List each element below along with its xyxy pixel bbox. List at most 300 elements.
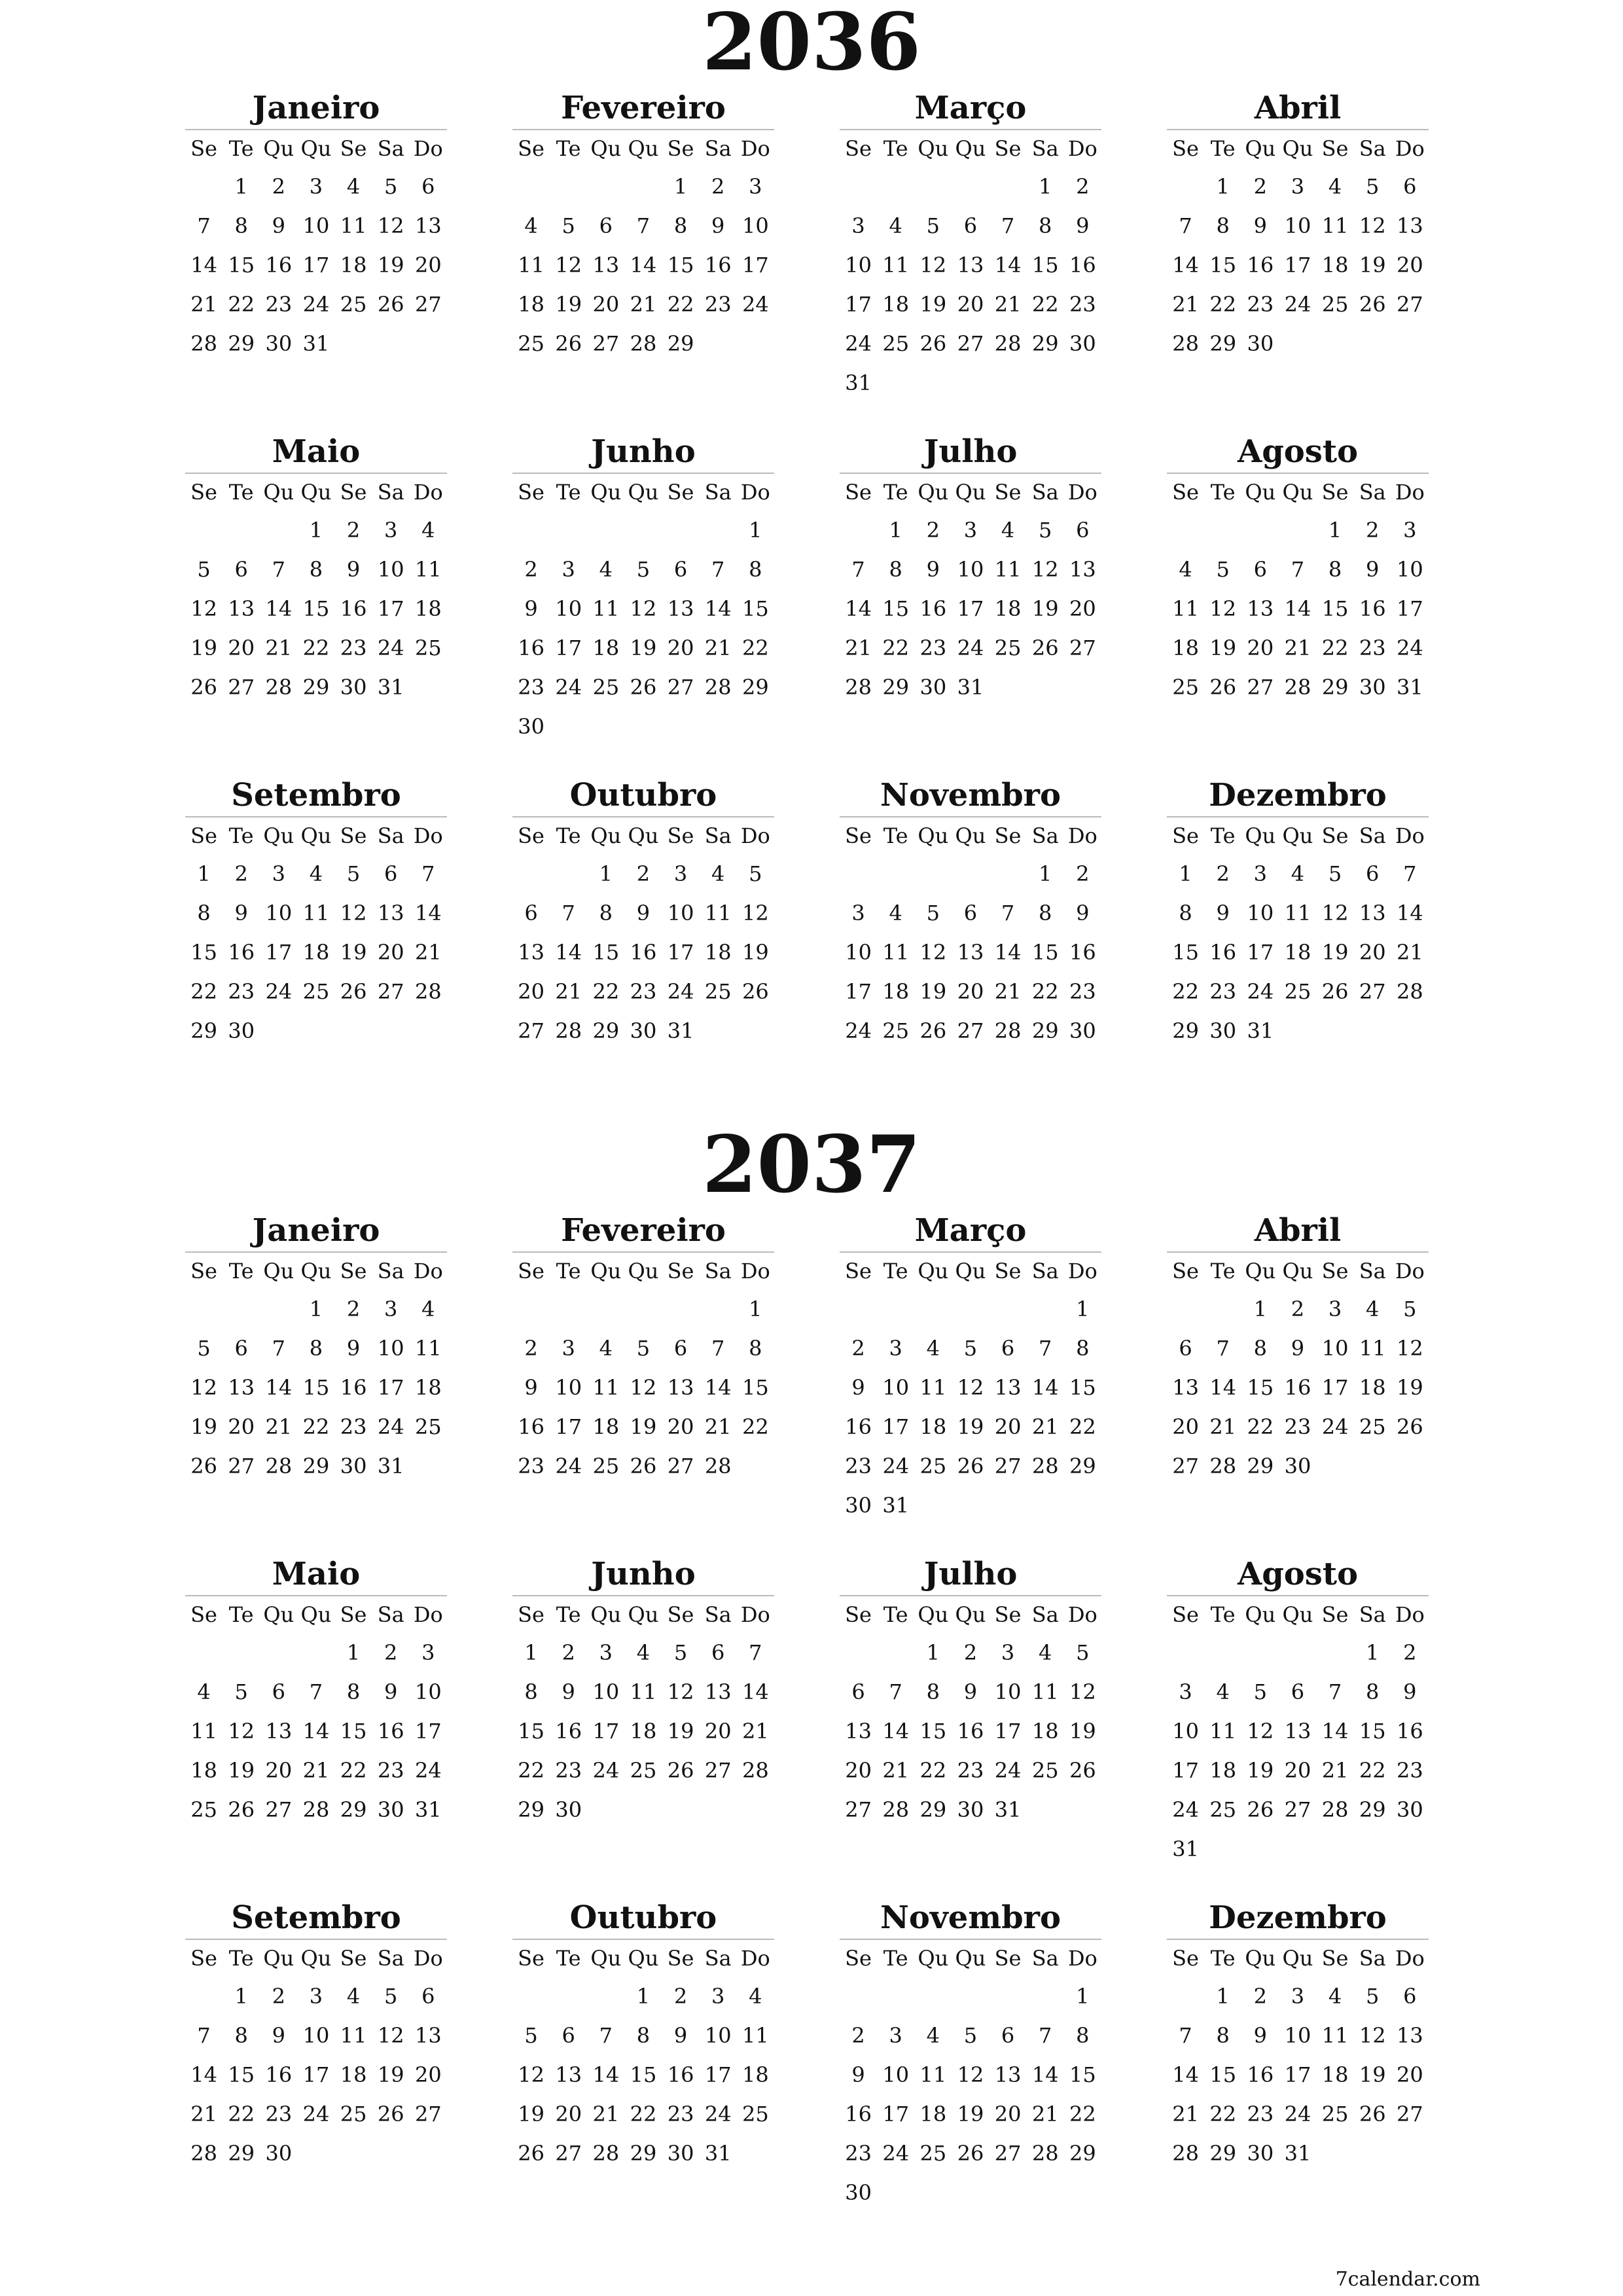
day-cell: 10: [741, 213, 769, 238]
month-name: Fevereiro: [561, 1212, 726, 1249]
weekday-label: Se: [1321, 136, 1349, 161]
day-cell: 9: [346, 557, 361, 582]
day-cell: 15: [1247, 1375, 1274, 1400]
day-cell: 5: [926, 213, 940, 238]
weekday-label: Se: [1172, 1946, 1199, 1971]
day-cell: 24: [555, 1454, 582, 1479]
day-cell: 6: [963, 901, 978, 925]
day-cell: 15: [630, 2062, 657, 2087]
day-cell: 13: [667, 1375, 694, 1400]
day-cell: 2: [1403, 1640, 1417, 1665]
day-cell: 15: [1321, 596, 1349, 621]
day-cell: 16: [919, 596, 947, 621]
day-cell: 4: [711, 861, 725, 886]
week-row: [185, 1977, 447, 2016]
day-cell: 13: [592, 253, 620, 278]
day-cell: 26: [1247, 1797, 1274, 1822]
day-cell: 31: [377, 675, 404, 700]
day-cell: 11: [592, 1375, 620, 1400]
month-6: [512, 432, 774, 746]
day-cell: 31: [994, 1797, 1022, 1822]
day-cell: 23: [518, 675, 544, 700]
day-cell: 8: [309, 557, 323, 582]
weekday-label: Qu: [590, 1259, 622, 1283]
weekday-label: Se: [190, 480, 217, 505]
day-cell: 11: [190, 1719, 217, 1744]
day-cell: 23: [228, 979, 255, 1004]
weekday-label: Te: [556, 480, 581, 505]
day-cell: 3: [562, 1336, 575, 1361]
day-cell: 22: [1069, 1414, 1096, 1439]
weekday-label: Se: [518, 1946, 544, 1971]
day-cell: 28: [994, 1018, 1022, 1043]
month-9: [185, 1898, 447, 2173]
day-cell: 28: [741, 1758, 769, 1783]
day-cell: 27: [1359, 979, 1386, 1004]
day-cell: 3: [1328, 1297, 1342, 1321]
day-cell: 29: [1247, 1454, 1274, 1479]
day-cell: 13: [228, 1375, 255, 1400]
weekday-label: Te: [883, 1946, 908, 1971]
month-3: [840, 88, 1101, 403]
day-cell: 6: [1403, 174, 1417, 199]
day-cell: 1: [1179, 861, 1192, 886]
day-cell: 1: [889, 518, 902, 543]
day-cell: 20: [518, 979, 544, 1004]
week-row: [840, 2055, 1101, 2094]
week-row: [185, 167, 447, 206]
week-row: [185, 324, 447, 363]
day-cell: 28: [265, 1454, 293, 1479]
week-row: [840, 363, 1101, 403]
day-cell: 1: [234, 174, 248, 199]
day-cell: 2: [272, 1984, 285, 2009]
day-cell: 22: [228, 2102, 255, 2126]
day-cell: 2: [272, 174, 285, 199]
day-cell: 19: [555, 292, 582, 317]
day-cell: 17: [1172, 1758, 1199, 1783]
day-cell: 9: [1076, 901, 1090, 925]
weekday-label: Do: [740, 1259, 770, 1283]
day-cell: 13: [1396, 213, 1423, 238]
day-cell: 25: [1321, 2102, 1349, 2126]
day-cell: 9: [1076, 213, 1090, 238]
day-cell: 30: [1284, 1454, 1311, 1479]
month-name: Dezembro: [1209, 777, 1387, 814]
weekday-label: Sa: [704, 823, 732, 848]
weekday-label: Se: [667, 1946, 694, 1971]
day-cell: 4: [1001, 518, 1015, 543]
weekday-label: Do: [413, 480, 443, 505]
day-cell: 12: [190, 1375, 217, 1400]
day-cell: 29: [340, 1797, 367, 1822]
week-row: [185, 206, 447, 245]
day-cell: 14: [555, 940, 582, 965]
day-cell: 14: [190, 253, 217, 278]
day-cell: 7: [1039, 1336, 1052, 1361]
weekday-label: Se: [994, 1602, 1022, 1627]
day-cell: 9: [1403, 1679, 1417, 1704]
day-cell: 20: [265, 1758, 293, 1783]
day-cell: 14: [1172, 2062, 1199, 2087]
week-row: [185, 1672, 447, 1712]
day-cell: 12: [667, 1679, 694, 1704]
day-cell: 8: [346, 1679, 361, 1704]
day-cell: 5: [234, 1679, 248, 1704]
day-cell: 19: [1031, 596, 1059, 621]
day-cell: 20: [377, 940, 404, 965]
day-cell: 24: [1284, 2102, 1311, 2126]
day-cell: 30: [1069, 331, 1096, 356]
week-row: [185, 972, 447, 1011]
day-cell: 27: [957, 331, 984, 356]
week-row: [840, 1407, 1101, 1446]
day-cell: 17: [414, 1719, 442, 1744]
weekday-label: Qu: [955, 1602, 986, 1627]
day-cell: 7: [851, 557, 865, 582]
day-cell: 25: [1321, 292, 1349, 317]
day-cell: 26: [919, 331, 947, 356]
day-cell: 13: [1247, 596, 1274, 621]
weekday-label: Se: [667, 823, 694, 848]
day-cell: 10: [882, 1375, 910, 1400]
weekday-label: Do: [1067, 480, 1097, 505]
day-cell: 5: [1328, 861, 1342, 886]
day-cell: 14: [882, 1719, 910, 1744]
day-cell: 7: [711, 557, 725, 582]
month-8: [1167, 432, 1429, 707]
week-row: [840, 933, 1101, 972]
weekday-label: Sa: [704, 136, 732, 161]
week-row: [1167, 2094, 1429, 2134]
day-cell: 15: [1069, 2062, 1096, 2087]
week-row: [840, 1446, 1101, 1486]
month-3: [840, 1211, 1101, 1525]
day-cell: 23: [265, 292, 293, 317]
week-row: [512, 1407, 774, 1446]
weekday-label: Qu: [300, 823, 332, 848]
day-cell: 23: [1359, 636, 1386, 660]
week-row: [840, 2134, 1101, 2173]
weekday-label: Do: [1067, 1946, 1097, 1971]
weekday-label: Sa: [377, 1946, 404, 1971]
day-cell: 1: [599, 861, 613, 886]
day-cell: 22: [1209, 292, 1237, 317]
day-cell: 30: [518, 714, 544, 739]
day-cell: 5: [749, 861, 762, 886]
week-row: [840, 1977, 1101, 2016]
month-name: Agosto: [1237, 433, 1359, 470]
week-row: [512, 206, 774, 245]
day-cell: 18: [704, 940, 732, 965]
day-cell: 31: [667, 1018, 694, 1043]
weekday-header: [1167, 1596, 1429, 1633]
day-cell: 21: [190, 2102, 217, 2126]
week-row: [840, 2016, 1101, 2055]
weekday-label: Qu: [628, 1946, 659, 1971]
day-cell: 25: [1284, 979, 1311, 1004]
day-cell: 26: [518, 2141, 544, 2166]
day-cell: 28: [1321, 1797, 1349, 1822]
weekday-header: [512, 474, 774, 511]
day-cell: 7: [1001, 213, 1015, 238]
week-row: [512, 589, 774, 628]
day-cell: 11: [882, 940, 910, 965]
day-cell: 21: [302, 1758, 330, 1783]
day-cell: 10: [592, 1679, 620, 1704]
day-cell: 29: [302, 675, 330, 700]
day-cell: 4: [889, 213, 902, 238]
day-cell: 16: [957, 1719, 984, 1744]
week-row: [840, 668, 1101, 707]
day-cell: 18: [1321, 2062, 1349, 2087]
day-cell: 4: [1328, 174, 1342, 199]
day-cell: 7: [1179, 2023, 1192, 2048]
day-cell: 3: [599, 1640, 613, 1665]
day-cell: 29: [1031, 331, 1059, 356]
day-cell: 28: [630, 331, 657, 356]
month-name: Novembro: [880, 777, 1061, 814]
day-cell: 24: [302, 2102, 330, 2126]
month-name: Dezembro: [1209, 1899, 1387, 1936]
week-row: [840, 206, 1101, 245]
day-cell: 6: [599, 213, 613, 238]
day-cell: 24: [1172, 1797, 1199, 1822]
day-cell: 31: [302, 331, 330, 356]
year-title: 2036: [702, 0, 921, 88]
day-cell: 30: [1209, 1018, 1237, 1043]
month-2: [512, 1211, 774, 1486]
day-cell: 8: [524, 1679, 538, 1704]
weekday-label: Qu: [300, 1946, 332, 1971]
month-name: Junho: [591, 1556, 696, 1592]
day-cell: 15: [340, 1719, 367, 1744]
week-row: [512, 1633, 774, 1672]
weekday-label: Do: [740, 823, 770, 848]
day-cell: 26: [377, 292, 404, 317]
weekday-label: Se: [340, 136, 367, 161]
day-cell: 28: [302, 1797, 330, 1822]
day-cell: 24: [882, 2141, 910, 2166]
week-row: [512, 1368, 774, 1407]
weekday-label: Qu: [1282, 1946, 1313, 1971]
weekday-label: Do: [1395, 1602, 1425, 1627]
day-cell: 20: [555, 2102, 582, 2126]
day-cell: 9: [524, 1375, 538, 1400]
weekday-label: Sa: [1359, 1946, 1386, 1971]
day-cell: 5: [562, 213, 575, 238]
day-cell: 10: [377, 557, 404, 582]
day-cell: 28: [265, 675, 293, 700]
day-cell: 27: [667, 1454, 694, 1479]
day-cell: 15: [228, 253, 255, 278]
day-cell: 6: [673, 1336, 688, 1361]
day-cell: 22: [741, 636, 769, 660]
day-cell: 13: [518, 940, 544, 965]
day-cell: 16: [1284, 1375, 1311, 1400]
week-row: [512, 628, 774, 668]
weekday-label: Qu: [628, 480, 659, 505]
day-cell: 17: [1396, 596, 1423, 621]
day-cell: 28: [1396, 979, 1423, 1004]
weekday-label: Do: [740, 480, 770, 505]
day-cell: 13: [1396, 2023, 1423, 2048]
weekday-label: Se: [1321, 480, 1349, 505]
day-cell: 2: [346, 518, 361, 543]
day-cell: 1: [1216, 174, 1230, 199]
weekday-label: Qu: [628, 1259, 659, 1283]
week-row: [185, 2094, 447, 2134]
week-row: [840, 893, 1101, 933]
day-cell: 2: [1291, 1297, 1305, 1321]
day-cell: 30: [265, 2141, 293, 2166]
month-name: Julho: [923, 1556, 1018, 1592]
weekday-label: Se: [994, 480, 1022, 505]
day-cell: 22: [302, 636, 330, 660]
day-cell: 9: [346, 1336, 361, 1361]
day-cell: 1: [1039, 174, 1052, 199]
week-row: [840, 1672, 1101, 1712]
weekday-label: Se: [190, 1259, 217, 1283]
day-cell: 13: [845, 1719, 872, 1744]
day-cell: 18: [1172, 636, 1199, 660]
weekday-label: Qu: [263, 136, 294, 161]
day-cell: 25: [741, 2102, 769, 2126]
weekday-label: Te: [1210, 480, 1236, 505]
day-cell: 23: [555, 1758, 582, 1783]
day-cell: 27: [555, 2141, 582, 2166]
day-cell: 29: [1321, 675, 1349, 700]
day-cell: 26: [1321, 979, 1349, 1004]
weekday-label: Te: [556, 136, 581, 161]
week-row: [185, 854, 447, 893]
day-cell: 30: [1359, 675, 1386, 700]
day-cell: 31: [414, 1797, 442, 1822]
month-2: [512, 88, 774, 363]
day-cell: 29: [228, 331, 255, 356]
day-cell: 19: [667, 1719, 694, 1744]
day-cell: 3: [309, 174, 323, 199]
weekday-label: Do: [413, 823, 443, 848]
day-cell: 30: [1247, 331, 1274, 356]
weekday-label: Se: [340, 480, 367, 505]
day-cell: 26: [957, 1454, 984, 1479]
day-cell: 17: [555, 1414, 582, 1439]
week-row: [512, 1751, 774, 1790]
day-cell: 4: [749, 1984, 762, 2009]
day-cell: 23: [340, 636, 367, 660]
day-cell: 16: [1359, 596, 1386, 621]
week-row: [185, 1407, 447, 1446]
week-row: [512, 2055, 774, 2094]
week-row: [1167, 628, 1429, 668]
day-cell: 25: [190, 1797, 217, 1822]
day-cell: 2: [524, 1336, 538, 1361]
day-cell: 14: [704, 1375, 732, 1400]
day-cell: 10: [302, 213, 330, 238]
day-cell: 1: [234, 1984, 248, 2009]
week-row: [185, 589, 447, 628]
day-cell: 11: [340, 2023, 367, 2048]
day-cell: 20: [1247, 636, 1274, 660]
day-cell: 13: [1359, 901, 1386, 925]
day-cell: 21: [1172, 292, 1199, 317]
day-cell: 15: [919, 1719, 947, 1744]
week-row: [840, 1712, 1101, 1751]
day-cell: 15: [302, 596, 330, 621]
day-cell: 20: [592, 292, 620, 317]
day-cell: 4: [524, 213, 538, 238]
day-cell: 20: [228, 1414, 255, 1439]
day-cell: 23: [845, 2141, 872, 2166]
day-cell: 17: [1247, 940, 1274, 965]
day-cell: 3: [889, 1336, 902, 1361]
day-cell: 31: [1396, 675, 1423, 700]
week-row: [185, 893, 447, 933]
weekday-label: Qu: [263, 1259, 294, 1283]
month-5: [185, 1554, 447, 1829]
day-cell: 16: [265, 2062, 293, 2087]
week-row: [512, 1446, 774, 1486]
day-cell: 14: [265, 1375, 293, 1400]
week-row: [1167, 854, 1429, 893]
day-cell: 2: [1366, 518, 1380, 543]
day-cell: 10: [1284, 2023, 1311, 2048]
day-cell: 10: [1284, 213, 1311, 238]
day-cell: 28: [1209, 1454, 1237, 1479]
weekday-label: Qu: [300, 1259, 332, 1283]
weekday-header: [840, 817, 1101, 854]
week-row: [840, 1368, 1101, 1407]
day-cell: 3: [711, 1984, 725, 2009]
day-cell: 8: [197, 901, 211, 925]
week-row: [840, 1289, 1101, 1329]
day-cell: 11: [1359, 1336, 1386, 1361]
day-cell: 12: [919, 253, 947, 278]
week-row: [840, 2173, 1101, 2212]
day-cell: 10: [555, 596, 582, 621]
day-cell: 20: [994, 2102, 1022, 2126]
day-cell: 5: [963, 1336, 978, 1361]
weekday-label: Do: [1395, 480, 1425, 505]
day-cell: 6: [1403, 1984, 1417, 2009]
day-cell: 22: [1247, 1414, 1274, 1439]
day-cell: 14: [1284, 596, 1311, 621]
day-cell: 23: [1284, 1414, 1311, 1439]
weekday-label: Te: [228, 1602, 254, 1627]
day-cell: 2: [851, 2023, 865, 2048]
day-cell: 20: [845, 1758, 872, 1783]
week-row: [185, 1329, 447, 1368]
week-row: [840, 245, 1101, 285]
day-cell: 3: [309, 1984, 323, 2009]
weekday-label: Qu: [1245, 136, 1276, 161]
weekday-label: Qu: [263, 1602, 294, 1627]
day-cell: 11: [741, 2023, 769, 2048]
week-row: [512, 550, 774, 589]
day-cell: 24: [845, 331, 872, 356]
day-cell: 26: [1209, 675, 1237, 700]
day-cell: 19: [957, 2102, 984, 2126]
day-cell: 26: [741, 979, 769, 1004]
day-cell: 9: [234, 901, 248, 925]
day-cell: 2: [673, 1984, 688, 2009]
day-cell: 24: [957, 636, 984, 660]
weekday-label: Qu: [263, 480, 294, 505]
day-cell: 4: [1291, 861, 1305, 886]
day-cell: 1: [636, 1984, 651, 2009]
weekday-label: Te: [1210, 1946, 1236, 1971]
